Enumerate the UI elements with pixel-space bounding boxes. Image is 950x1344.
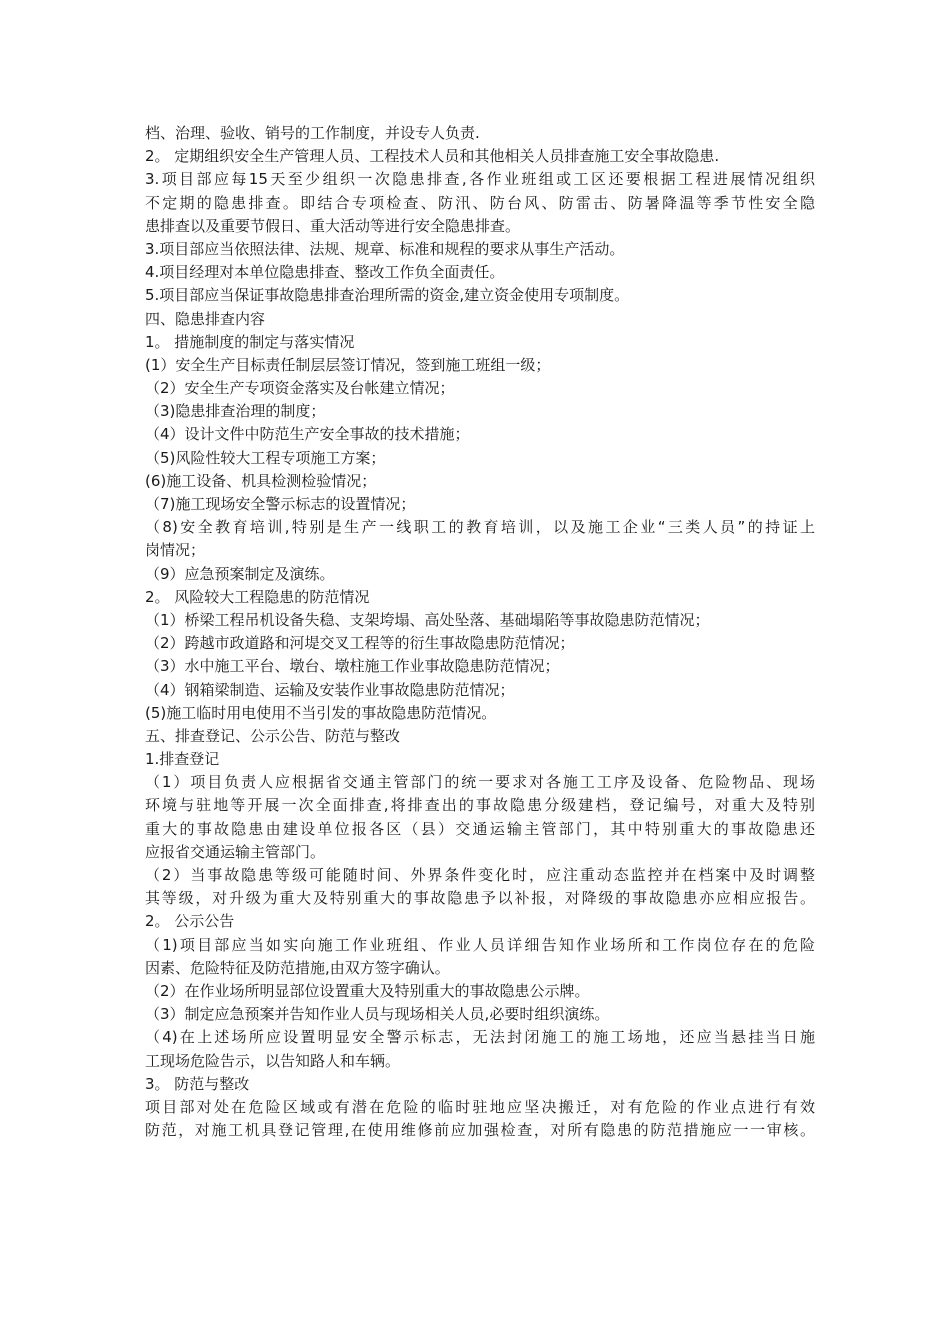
- text-line: （4)在上述场所应设置明显安全警示标志，无法封闭施工的施工场地，还应当悬挂当日施: [145, 1028, 815, 1047]
- text-line: 3.项目部应当依照法律、法规、规章、标准和规程的要求从事生产活动。: [145, 239, 625, 258]
- text-line: 因素、危险特征及防范措施,由双方签字确认。: [145, 958, 450, 977]
- text-line: （2）当事故隐患等级可能随时间、外界条件变化时，应注重动态监控并在档案中及时调整: [145, 866, 815, 884]
- text-line: 应报省交通运输主管部门。: [145, 842, 326, 861]
- text-line: 工现场危险告示，以告知路人和车辆。: [145, 1051, 401, 1070]
- text-line: （9）应急预案制定及演练。: [145, 564, 335, 583]
- text-line: 不定期的隐患排查。即结合专项检查、防汛、防台风、防雷击、防暑降温等季节性安全隐: [145, 193, 815, 212]
- text-line: 岗情况；: [145, 541, 206, 560]
- text-line: （1）桥梁工程吊机设备失稳、支架垮塌、高处坠落、基础塌陷等事故隐患防范情况；: [145, 610, 710, 629]
- text-line: 患排查以及重要节假日、重大活动等进行安全隐患排查。: [145, 216, 521, 235]
- text-line: （1）项目负责人应根据省交通主管部门的统一要求对各施工工序及设备、危险物品、现场: [145, 773, 815, 792]
- text-line: （1)项目部应当如实向施工作业班组、作业人员详细告知作业场所和工作岗位存在的危险: [145, 935, 815, 954]
- text-line: 2。 风险较大工程隐患的防范情况: [145, 587, 370, 606]
- text-line: 档、治理、验收、销号的工作制度，并设专人负责.: [145, 124, 480, 142]
- text-line: （5)风险性较大工程专项施工方案；: [145, 448, 386, 467]
- text-line: （3)隐患排查治理的制度；: [145, 402, 326, 421]
- text-line: （8)安全教育培训,特别是生产一线职工的教育培训，以及施工企业“三类人员”的持证上: [145, 518, 815, 537]
- text-line: 环境与驻地等开展一次全面排查,将排查出的事故隐患分级建档，登记编号，对重大及特别: [145, 796, 815, 815]
- text-line: 2。 公示公告: [145, 912, 235, 931]
- text-line: （3）水中施工平台、墩台、墩柱施工作业事故隐患防范情况；: [145, 657, 560, 676]
- text-line: 重大的事故隐患由建设单位报各区（县）交通运输主管部门，其中特别重大的事故隐患还: [145, 819, 815, 838]
- text-line: （4）设计文件中防范生产安全事故的技术措施；: [145, 425, 470, 444]
- text-line: 4.项目经理对本单位隐患排查、整改工作负全面责任。: [145, 263, 505, 282]
- text-line: （2）跨越市政道路和河堤交叉工程等的衍生事故隐患防范情况；: [145, 634, 575, 653]
- text-line: 其等级，对升级为重大及特别重大的事故隐患予以补报，对降级的事故隐患亦应相应报告。: [145, 889, 815, 908]
- text-line: 5.项目部应当保证事故隐患排查治理所需的资金,建立资金使用专项制度。: [145, 286, 630, 305]
- text-line: （3）制定应急预案并告知作业人员与现场相关人员,必要时组织演练。: [145, 1005, 610, 1024]
- text-line: (5)施工临时用电使用不当引发的事故隐患防范情况。: [145, 703, 497, 722]
- text-line: 1.排查登记: [145, 750, 220, 769]
- text-line: （2）在作业场所明显部位设置重大及特别重大的事故隐患公示牌。: [145, 981, 590, 1000]
- text-line: 1。 措施制度的制定与落实情况: [145, 332, 355, 351]
- text-line: (1）安全生产目标责任制层层签订情况，签到施工班组一级；: [145, 355, 551, 374]
- text-line: （4）钢箱梁制造、运输及安装作业事故隐患防范情况；: [145, 680, 515, 699]
- text-line: (6)施工设备、机具检测检验情况；: [145, 471, 377, 490]
- text-line: 项目部对处在危险区域或有潜在危险的临时驻地应坚决搬迁，对有危险的作业点进行有效: [145, 1097, 815, 1116]
- text-line: 3.项目部应每15天至少组织一次隐患排查,各作业班组或工区还要根据工程进展情况组织: [145, 170, 815, 189]
- text-line: 防范，对施工机具登记管理,在使用维修前应加强检查，对所有隐患的防范措施应一一审核。: [145, 1121, 815, 1140]
- text-line: （2）安全生产专项资金落实及台帐建立情况；: [145, 379, 455, 398]
- text-line: 五、排查登记、公示公告、防范与整改: [145, 726, 401, 745]
- document-body: [145, 122, 815, 1142]
- text-line: 2。 定期组织安全生产管理人员、工程技术人员和其他相关人员排查施工安全事故隐患.: [145, 147, 720, 166]
- text-line: （7)施工现场安全警示标志的设置情况；: [145, 495, 416, 513]
- text-line: 3。 防范与整改: [145, 1074, 250, 1093]
- text-line: 四、隐患排查内容: [145, 309, 266, 328]
